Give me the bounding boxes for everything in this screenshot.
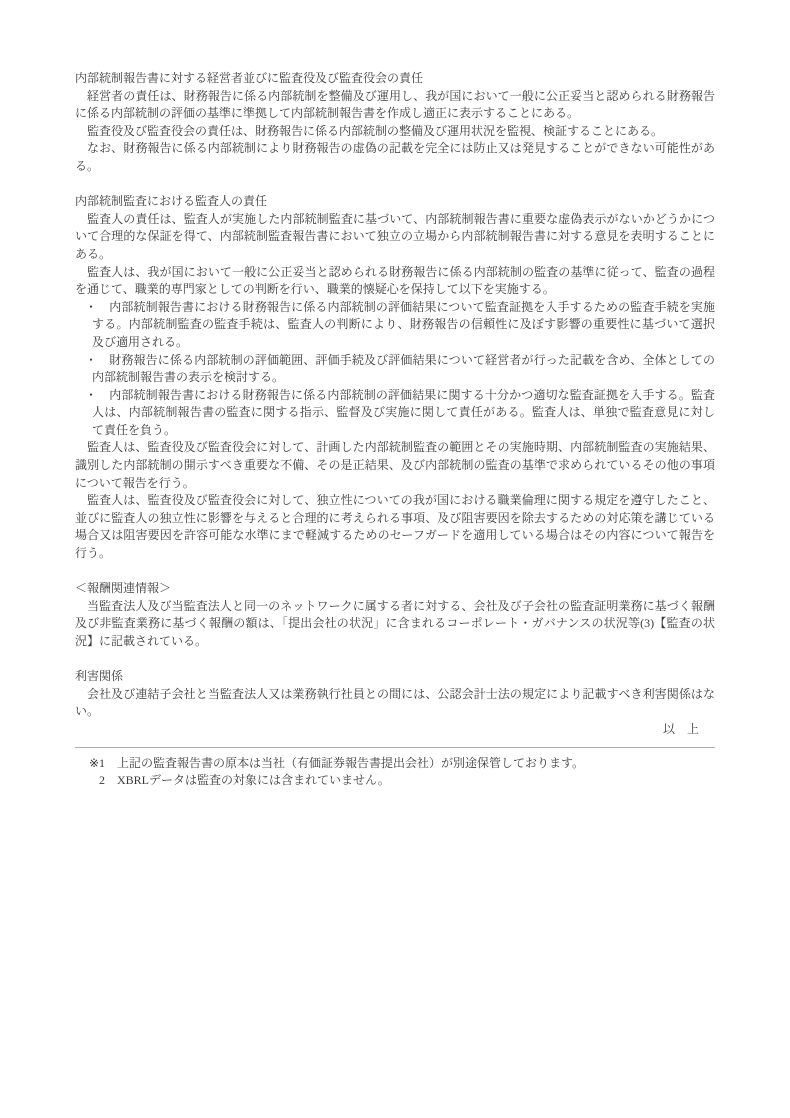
- section-heading: 利害関係: [75, 669, 124, 684]
- bullet-text: 内部統制報告書における財務報告に係る内部統制の評価結果に関する十分かつ適切な監査証拠を入手する。監査人は、内部統制報告書の監査に関する指示、監督及び実施に関して責任がある。監査人は、単独で監査意見に対して責任を負う。: [92, 387, 715, 437]
- footnote-item: [75, 772, 715, 790]
- section-heading: 内部統制監査における監査人の責任: [75, 194, 268, 209]
- paragraph: 会社及び連結子会社と当監査法人又は業務執行社員との間には、公認会計士法の規定により記載すべき利害関係はない。: [75, 686, 715, 719]
- footnotes: [75, 755, 715, 790]
- paragraph: 監査役及び監査役会の責任は、財務報告に係る内部統制の整備及び運用状況を監視、検証することにある。: [87, 123, 664, 138]
- bullet-item: [85, 352, 715, 387]
- paragraph: 監査人は、監査役及び監査役会に対して、独立性についての我が国における職業倫理に関する規定を遵守したこと、並びに監査人の独立性に影響を与えると合理的に考えられる事項、及び阻害要因を除去するための対応策を講じている場合又は阻害要因を許容可能な水準にまで軽減するためのセーフガードを適用している場合はその内容について報告を行う。: [75, 493, 715, 561]
- bullet-item: [85, 387, 715, 440]
- footnote-text: XBRLデータは監査の対象には含まれていません。: [117, 773, 390, 788]
- bullet-item: [85, 299, 715, 352]
- bullet-marker: ・: [85, 387, 98, 402]
- closing-statement: 以 上: [662, 721, 699, 736]
- paragraph: 当監査法人及び当監査法人と同一のネットワークに属する者に対する、会社及び子会社の監査証明業務に基づく報酬及び非監査業務に基づく報酬の額は、「提出会社の状況」に含まれるコーポレート・ガバナンスの状況等(3)【監査の状況】に記載されている。: [75, 598, 715, 648]
- footnote-divider: [75, 747, 715, 748]
- section-management-responsibility: [75, 70, 715, 176]
- bullet-marker: ・: [85, 299, 98, 314]
- bullet-marker: ・: [85, 352, 98, 367]
- audit-procedure-bullet-list: [75, 299, 715, 440]
- paragraph: なお、財務報告に係る内部統制により財務報告の虚偽の記載を完全には防止又は発見することができない可能性がある。: [75, 141, 715, 173]
- footnote-marker: 2: [99, 773, 105, 788]
- bullet-text: 財務報告に係る内部統制の評価範囲、評価手続及び評価結果について経営者が行った記載を含め、全体としての内部統制報告書の表示を検討する。: [92, 352, 715, 385]
- footnote-item: [75, 755, 715, 773]
- paragraph: 監査人の責任は、監査人が実施した内部統制監査に基づいて、内部統制報告書に重要な虚偽表示がないかどうかについて合理的な保証を得て、内部統制監査報告書において独立の立場から内部統制報告書に対する意見を表明することにある。: [75, 211, 715, 261]
- paragraph: 監査人は、我が国において一般に公正妥当と認められる財務報告に係る内部統制の監査の基準に従って、監査の過程を通じて、職業的専門家としての判断を行い、職業的懐疑心を保持して以下を実施する。: [75, 264, 715, 297]
- section-auditor-responsibility: [75, 193, 715, 562]
- section-fee-information: [75, 580, 715, 650]
- footnote-marker: ※1: [88, 755, 105, 770]
- paragraph: 監査人は、監査役及び監査役会に対して、計画した内部統制監査の範囲とその実施時期、内部統制監査の実施結果、識別した内部統制の開示すべき重要な不備、その是正結果、及び内部統制の監査の基準で求められているその他の事項について報告を行う。: [75, 440, 715, 490]
- section-heading: ＜報酬関連情報＞: [75, 581, 172, 596]
- bullet-text: 内部統制報告書における財務報告に係る内部統制の評価結果について監査証拠を入手するための監査手続を実施する。内部統制監査の監査手続は、監査人の判断により、財務報告の信頼性に及ぼす影響の重要性に基づいて選択及び適用される。: [92, 299, 715, 349]
- paragraph: 経営者の責任は、財務報告に係る内部統制を整備及び運用し、我が国において一般に公正妥当と認められる財務報告に係る内部統制の評価の基準に準拠して内部統制報告書を作成し適正に表示することにある。: [75, 88, 715, 121]
- footnote-text: 上記の監査報告書の原本は当社（有価証券報告書提出会社）が別途保管しております。: [117, 755, 585, 770]
- section-heading: 内部統制報告書に対する経営者並びに監査役及び監査役会の責任: [75, 71, 424, 85]
- section-interests: [75, 668, 715, 721]
